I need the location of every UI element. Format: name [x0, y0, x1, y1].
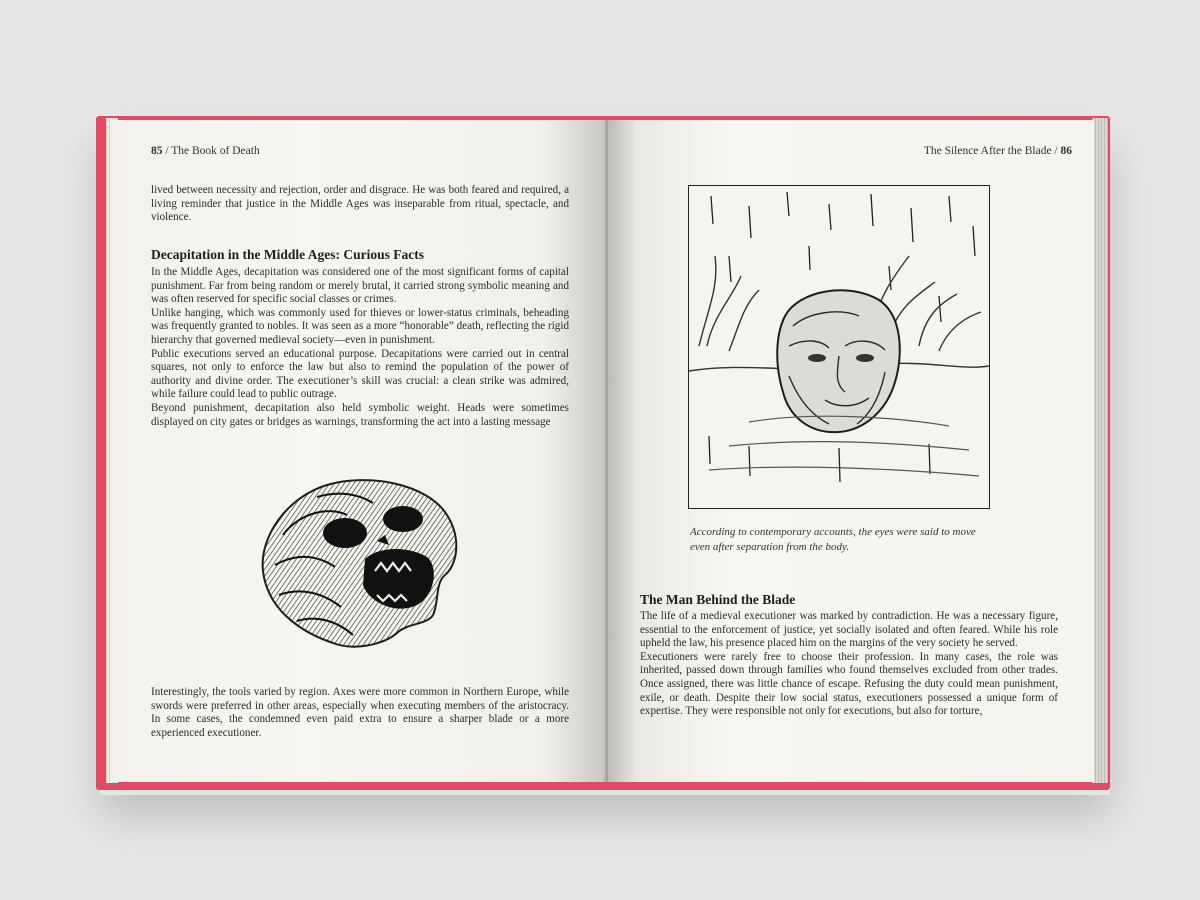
right-running-head [924, 145, 1072, 157]
left-running-head [151, 145, 260, 157]
right-section-heading: The Man Behind the Blade [640, 592, 796, 607]
engraved-skull-illustration [257, 475, 469, 653]
skull-icon [257, 475, 469, 653]
left-page [112, 120, 605, 782]
body-paragraph: The life of a medieval executioner was marked by contradiction. He was a necessary figure, essential to the enforcement of justice, yet socially isolated and often feared. While his role upheld the law, his presence placed him on the margins of the very society he served. [640, 610, 1058, 650]
right-running-title: The Silence After the Blade [923, 145, 1052, 157]
right-page-number: 86 [1060, 145, 1072, 157]
body-paragraph: Beyond punishment, decapitation also held symbolic weight. Heads were sometimes displayed on city gates or bridges as warnings, transforming the act into a lasting message [151, 401, 569, 428]
head-in-water-illustration [688, 185, 990, 509]
left-closing-paragraph: Interestingly, the tools varied by region. Axes were more common in Northern Europe, while swords were preferred in other areas, especially when executing members of the aristocracy. In some cases, the condemned even paid extra to ensure a sharper blade or a more experienced executioner. [151, 686, 569, 739]
body-paragraph: In the Middle Ages, decapitation was considered one of the most significant forms of capital punishment. Far from being random or merely brutal, it carried strong symbolic meaning and was often reserved for specific social classes or crimes. [151, 266, 569, 306]
left-running-title: The Book of Death [171, 145, 260, 157]
caption-line: According to contemporary accounts, the eyes were said to move [690, 526, 976, 538]
left-page-number: 85 [151, 145, 163, 157]
left-intro-block [151, 184, 569, 225]
right-page [608, 120, 1094, 782]
body-paragraph: Public executions served an educational purpose. Decapitations were carried out in central squares, not only to enforce the law but also to remind the population of the power of authority and divine order. The executioner’s skill was crucial: a clean strike was admired, while failure could lead to public outrage. [151, 347, 569, 401]
head-sketch-icon [689, 186, 989, 508]
left-section-heading: Decapitation in the Middle Ages: Curious Facts [151, 247, 424, 262]
caption-line: even after separation from the body. [690, 541, 850, 553]
right-body-text [640, 610, 1058, 719]
left-head-separator: / [165, 145, 169, 157]
right-head-separator: / [1054, 145, 1058, 157]
body-paragraph: Unlike hanging, which was commonly used for thieves or lower-status criminals, beheading was frequently granted to nobles. It was seen as a more “honorable” death, reflecting the rigid hierarchy that governed medieval society—even in punishment. [151, 306, 569, 346]
body-paragraph: Executioners were rarely free to choose their profession. In many cases, the role was inherited, passed down through families who found themselves excluded from other trades. Once assigned, there was little chance of escape. Refusing the duty could mean punishment, exile, or death. Despite their low social status, executioners possessed a unique form of expertise. They were responsible not only for executions, but also for torture, [640, 650, 1058, 718]
page-edges-right [1092, 118, 1108, 783]
left-closing-block [151, 686, 569, 740]
left-body-text [151, 266, 569, 429]
left-intro-paragraph: lived between necessity and rejection, order and disgrace. He was both feared and required, a living reminder that justice in the Middle Ages was inseparable from ritual, spectacle, and violence. [151, 184, 569, 224]
illustration-caption [690, 525, 1070, 555]
